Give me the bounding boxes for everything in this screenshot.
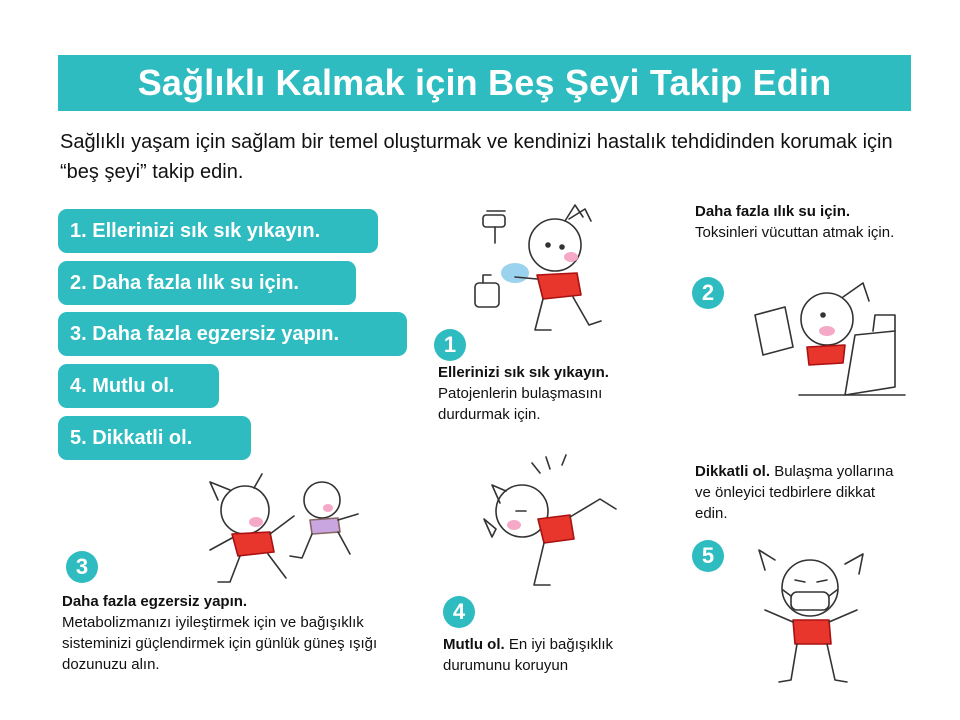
step-5-title: Dikkatli ol. [695,463,771,480]
step-4-badge: 4 [443,596,475,628]
exercise-illustration [190,470,365,595]
step-1-desc [438,362,663,425]
step-4-title: Mutlu ol. [443,636,505,653]
step-3-badge: 3 [66,551,98,583]
step-2-text: Toksinleri vücuttan atmak için. [695,224,895,241]
step-5-badge: 5 [692,540,724,572]
title-banner [58,55,911,111]
step-4-text: En iyi bağışıklık durumunu koruyun [443,636,614,674]
step-2-desc [695,201,900,243]
step-3-desc [62,591,402,675]
step-5-desc [695,461,900,524]
step-2-title: Daha fazla ılık su için. [695,203,851,220]
page-title: Sağlıklı Kalmak için Beş Şeyi Takip Edin [137,62,832,103]
drinking-water-illustration [745,275,915,400]
list-item-3: 3. Daha fazla egzersiz yapın. [58,312,407,356]
list-item-1: 1. Ellerinizi sık sık yıkayın. [58,209,378,253]
intro-text: Sağlıklı yaşam için sağlam bir temel oluşturmak ve kendinizi hastalık tehdidinden korumak için “beş şeyi” takip edin. [60,131,893,183]
step-1-badge: 1 [434,329,466,361]
list-item-5: 5. Dikkatli ol. [58,416,251,460]
step-5-text: Bulaşma yollarına ve önleyici tedbirlere dikkat edin. [695,463,894,522]
step-3-text: Metabolizmanızı iyileştirmek için ve bağışıklık sisteminizi güçlendirmek için günlük güneş ışığı dozunuzu alın. [62,614,378,673]
list-item-4: 4. Mutlu ol. [58,364,219,408]
step-1-text: Patojenlerin bulaşmasını durdurmak için. [438,385,603,423]
happy-illustration [470,455,620,590]
step-1-title: Ellerinizi sık sık yıkayın. [438,364,609,381]
list-item-2: 2. Daha fazla ılık su için. [58,261,356,305]
handwashing-illustration [465,195,615,340]
step-2-badge: 2 [692,277,724,309]
mask-illustration [745,540,875,690]
step-4-desc [443,634,683,676]
step-3-title: Daha fazla egzersiz yapın. [62,593,248,610]
